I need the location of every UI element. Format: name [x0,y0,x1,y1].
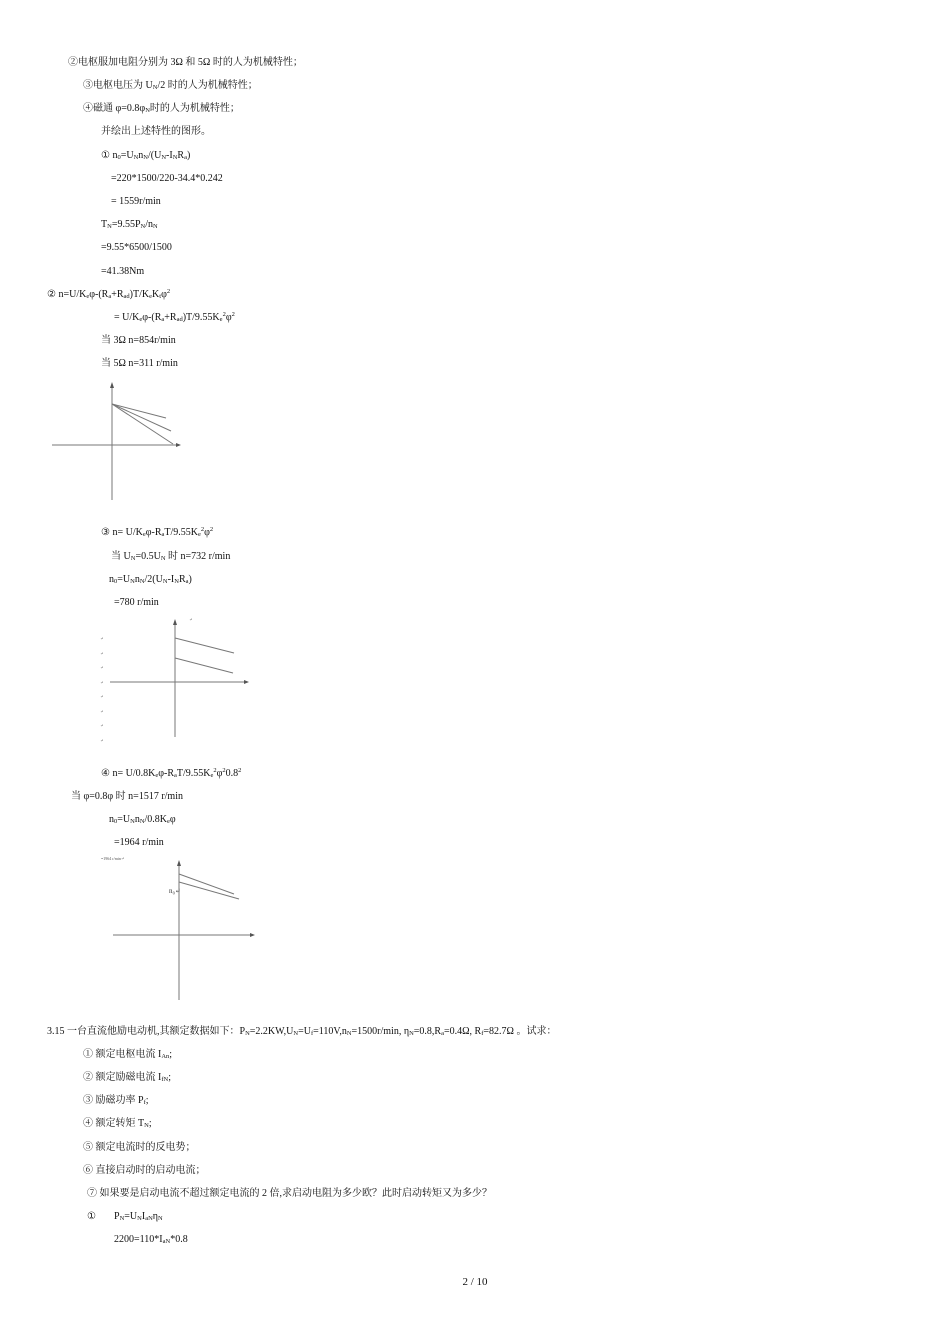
question-item-4: ④磁通 $\varphi=0.8\varphi_N$时的人为机械特性； [83,103,240,114]
question-item-3: ③电枢电压为 $U_N/2$ 时的人为机械特性； [83,80,258,91]
problem-3-15-statement: 3.15 一台直流他励电动机,其额定数据如下：$P_N=2.2KW,U_N=U_f=110V,n_N=1500r/\min$, $\eta_N=0.8,R_a=0.4\Omega$, $R_f=82.7\Omega$ 。试求： [47,1026,557,1037]
solution-3-formula: ③ $n= U/K_e\varphi-R_aT/9.55K_e^2\varphi^2$ [101,526,214,538]
solution-2-formula: ② $n=U/K_e\varphi-(R_a+R_{ad})T/K_eK_t\varphi^2$ [47,288,171,300]
solution-4-formula: ④ $n= U/0.8K_e\varphi-R_aT/9.55K_e^2\varphi^20.8^2$ [101,767,242,779]
fig2-mark: ↵ [100,694,104,699]
rated-torque-formula: $T_N=9.55P_N/n_N$ [101,219,158,230]
rated-torque-result: =41.38Nm [101,266,145,277]
solution-4-condition: 当 φ=0.8φ 时 n=1517 r/min [71,791,183,802]
solution-3-n0-formula: $n_0=U_Nn_N/2(U_N-I_NR_a)$ [109,574,192,585]
fig3-x-arrow [250,933,255,937]
rated-torque-calc: =9.55*6500/1500 [101,242,172,253]
fig2-mark: ↵ [100,651,104,656]
solution-3-condition: 当 $U_N=0.5U_N$ 时 n=732 r/min [111,551,231,562]
answer-1-formula: $P_N=U_NI_{aN}\eta_N$ [114,1211,163,1222]
fig3-tiny-label: =1964 r/min↵ [101,856,125,861]
question-item-5: 并绘出上述特性的图形。 [101,126,211,137]
answer-1-number: ① [87,1211,96,1222]
solution-2-result-3ohm: 当 3Ω n=854r/min [101,335,176,346]
solution-4-n0-value: =1964 r/min [114,837,164,848]
solution-1-formula: ① $n_0=U_Nn_N/(U_N-I_NR_a)$ [101,150,191,161]
fig2-mark: ↵ [100,680,104,685]
problem-3-15-item-6: ⑥ 直接启动时的启动电流； [83,1165,206,1176]
solution-4-n0-formula: $n_0=U_Nn_N/0.8K_e\varphi$ [109,814,176,825]
fig2-mark: ↵ [189,617,193,622]
fig2-mark: ↵ [100,636,104,641]
solution-1-result: = 1559r/min [111,196,161,207]
problem-3-15-item-5: ⑤ 额定电流时的反电势； [83,1142,196,1153]
question-item-2: ②电枢服加电阻分别为 3Ω 和 5Ω 时的人为机械特性； [68,57,303,68]
problem-3-15-item-1: ① 额定电枢电流 $I_{An}$; [83,1049,173,1060]
fig2-mark: ↵ [100,665,104,670]
problem-3-15-item-2: ② 额定励磁电流 $I_{fN}$; [83,1072,171,1083]
solution-2-formula-expanded: = $U/K_e\varphi-(R_a+R_{ad})T/9.55K_e^2\varphi^2$ [114,311,235,323]
solution-2-result-5ohm: 当 5Ω n=311 r/min [101,358,178,369]
solution-1-calc: =220*1500/220-34.4*0.242 [111,173,223,184]
fig3-n0-label: n₀↵ [169,887,181,895]
answer-1-calc: $2200=110*I_{aN}*0.8$ [114,1234,188,1245]
problem-3-15-item-3: ③ 励磁功率 $P_f$; [83,1095,149,1106]
problem-3-15-item-4: ④ 额定转矩 $T_N$; [83,1118,152,1129]
problem-3-15-item-7: ⑦ 如果要是启动电流不超过额定电流的 2 倍,求启动电阻为多少欧？此时启动转矩又为多少？ [87,1188,492,1199]
fig2-mark: ↵ [100,723,104,728]
solution-3-n0-value: =780 r/min [114,597,159,608]
fig3-y-arrow [177,860,181,866]
fig2-mark: ↵ [100,738,104,743]
fig2-mark: ↵ [100,709,104,714]
page-number: 2 / 10 [462,1276,488,1288]
